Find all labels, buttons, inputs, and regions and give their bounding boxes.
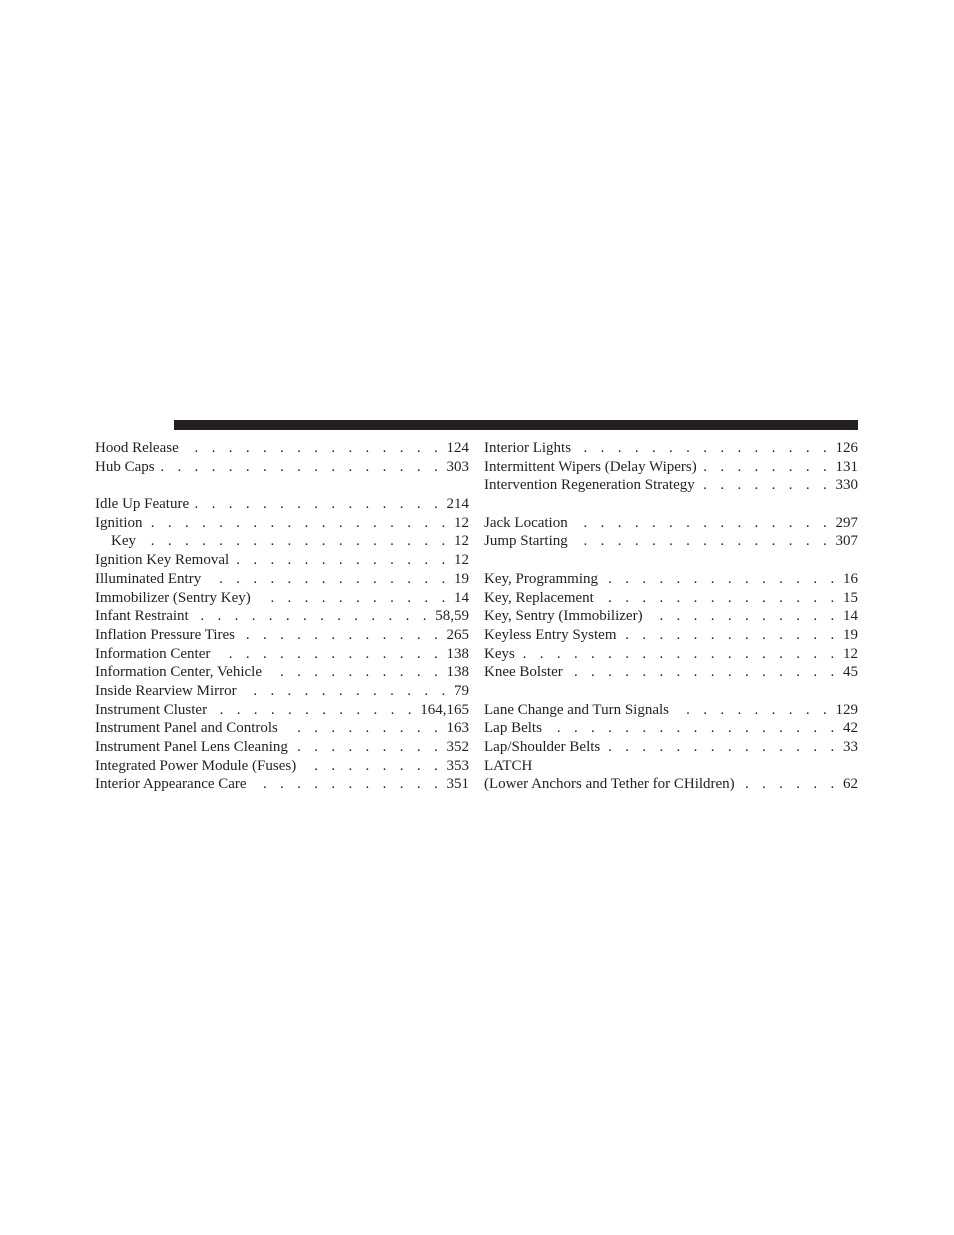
page-number: 163 [446, 720, 469, 737]
index-term: Hub Caps [95, 458, 155, 475]
page-number: 303 [446, 458, 469, 475]
index-entry [95, 645, 469, 664]
index-entry [95, 551, 469, 570]
index-term: Information Center [95, 645, 211, 662]
index-term: (Lower Anchors and Tether for CHildren) [484, 776, 735, 793]
page-number: 79 [454, 682, 469, 699]
index-term: Instrument Cluster [95, 701, 208, 718]
page-number: 352 [446, 739, 469, 755]
dot-leader [195, 607, 432, 626]
index-term: Key [111, 533, 136, 550]
page-number: 19 [454, 570, 469, 587]
index-entry [95, 439, 469, 458]
index-column-right [484, 439, 858, 794]
dot-leader [195, 495, 442, 514]
page-number: 126 [835, 440, 858, 456]
dot-leader [253, 775, 443, 794]
dot-leader [623, 626, 840, 645]
page-number: 12 [454, 533, 469, 550]
index-entry [484, 514, 858, 533]
index-term: Interior Lights [484, 440, 572, 456]
page-number: 124 [446, 440, 469, 456]
index-entry [95, 682, 469, 701]
index-term: Intermittent Wipers (Delay Wipers) [484, 458, 697, 475]
index-term: Keyless Entry System [484, 626, 617, 643]
index-term: Lap Belts [484, 720, 542, 737]
index-term: Lap/Shoulder Belts [484, 739, 601, 755]
index-entry [95, 626, 469, 645]
page-number: 214 [446, 496, 469, 513]
dot-leader [600, 589, 839, 608]
page-number: 14 [843, 608, 858, 625]
index-term: Idle Up Feature [95, 496, 190, 513]
page-number: 62 [843, 776, 858, 793]
page-number: 58,59 [435, 608, 469, 625]
index-term: LATCH [484, 757, 533, 774]
page-number: 307 [835, 533, 858, 550]
dot-leader [207, 570, 450, 589]
dot-leader [216, 645, 442, 664]
index-entry [484, 458, 858, 477]
dot-leader [241, 626, 443, 645]
dot-leader [649, 607, 839, 626]
dot-leader [521, 645, 839, 664]
dot-leader [268, 663, 443, 682]
index-entry [95, 738, 469, 757]
index-entry [484, 607, 858, 626]
index-entry [484, 701, 858, 720]
index-entry [484, 775, 858, 794]
dot-leader [149, 514, 451, 533]
index-entry [484, 738, 858, 757]
index-term: Interior Appearance Care [95, 776, 247, 793]
section-gap [484, 682, 858, 701]
index-term: Knee Bolster [484, 664, 563, 681]
page-number: 131 [835, 458, 858, 475]
index-term: Inflation Pressure Tires [95, 626, 235, 643]
section-gap [484, 551, 858, 570]
index-term: Lane Change and Turn Signals [484, 701, 669, 718]
page-number: 297 [835, 514, 858, 531]
index-term: Instrument Panel Lens Cleaning [95, 739, 288, 755]
index-term: Integrated Power Module (Fuses) [95, 757, 297, 774]
dot-leader [604, 570, 839, 589]
dot-leader [243, 682, 450, 701]
page-number: 164,165 [420, 701, 469, 718]
index-entry [484, 645, 858, 664]
index-term: Intervention Regeneration Strategy [484, 477, 695, 494]
dot-leader [701, 476, 832, 495]
index-term: Key, Replacement [484, 589, 594, 606]
page-number: 353 [446, 757, 469, 774]
index-entry [95, 607, 469, 626]
page-number: 12 [454, 552, 469, 569]
index-entry [484, 626, 858, 645]
dot-leader [569, 663, 839, 682]
dot-leader [142, 532, 450, 551]
index-term: Keys [484, 645, 515, 662]
index-entry [484, 663, 858, 682]
index-term: Key, Sentry (Immobilizer) [484, 608, 643, 625]
index-term: Infant Restraint [95, 608, 189, 625]
page-number: 42 [843, 720, 858, 737]
index-term: Hood Release [95, 440, 179, 456]
index-entry [95, 719, 469, 738]
index-term: Illuminated Entry [95, 570, 202, 587]
page-number: 129 [835, 701, 858, 718]
dot-leader [294, 738, 443, 757]
dot-leader [161, 458, 443, 477]
section-gap [95, 476, 469, 495]
page-number: 14 [454, 589, 469, 606]
dot-leader [185, 439, 443, 458]
index-entry [484, 476, 858, 495]
dot-leader [284, 719, 443, 738]
header-rule [174, 420, 858, 430]
index-term: Ignition [95, 514, 143, 531]
index-entry [95, 495, 469, 514]
index-term: Ignition Key Removal [95, 552, 230, 569]
page-number: 12 [454, 514, 469, 531]
dot-leader [703, 458, 832, 477]
dot-leader [675, 701, 832, 720]
dot-leader [213, 701, 416, 720]
index-term: Jack Location [484, 514, 568, 531]
index-term: Information Center, Vehicle [95, 664, 262, 681]
page-number: 15 [843, 589, 858, 606]
index-entry [484, 719, 858, 738]
index-entry [95, 514, 469, 533]
page-number: 330 [835, 477, 858, 494]
index-entry [484, 439, 858, 458]
dot-leader [574, 514, 832, 533]
index-subentry [95, 532, 469, 551]
page-number: 351 [446, 776, 469, 793]
index-entry [95, 663, 469, 682]
section-gap [484, 495, 858, 514]
page-number: 45 [843, 664, 858, 681]
dot-leader [235, 551, 450, 570]
dot-leader [574, 532, 832, 551]
page-number: 265 [446, 626, 469, 643]
index-entry [484, 757, 858, 776]
dot-leader [302, 757, 442, 776]
index-term: Immobilizer (Sentry Key) [95, 589, 251, 606]
index-entry [484, 532, 858, 551]
page-number: 138 [446, 645, 469, 662]
page-number: 12 [843, 645, 858, 662]
page-number: 33 [843, 739, 858, 755]
index-column-left [95, 439, 469, 794]
index-entry [95, 570, 469, 589]
index-entry [484, 570, 858, 589]
index-entry [95, 775, 469, 794]
index-entry [95, 757, 469, 776]
page-number: 19 [843, 626, 858, 643]
page-number: 138 [446, 664, 469, 681]
index-entry [95, 701, 469, 720]
dot-leader [257, 589, 450, 608]
page-number: 16 [843, 570, 858, 587]
index-entry [95, 458, 469, 477]
index-entry [95, 589, 469, 608]
dot-leader [741, 775, 839, 794]
dot-leader [606, 738, 839, 757]
index-term: Instrument Panel and Controls [95, 720, 278, 737]
index-term: Jump Starting [484, 533, 568, 550]
index-term: Key, Programming [484, 570, 599, 587]
index-entry [484, 589, 858, 608]
dot-leader [577, 439, 831, 458]
index-term: Inside Rearview Mirror [95, 682, 237, 699]
dot-leader [548, 719, 839, 738]
